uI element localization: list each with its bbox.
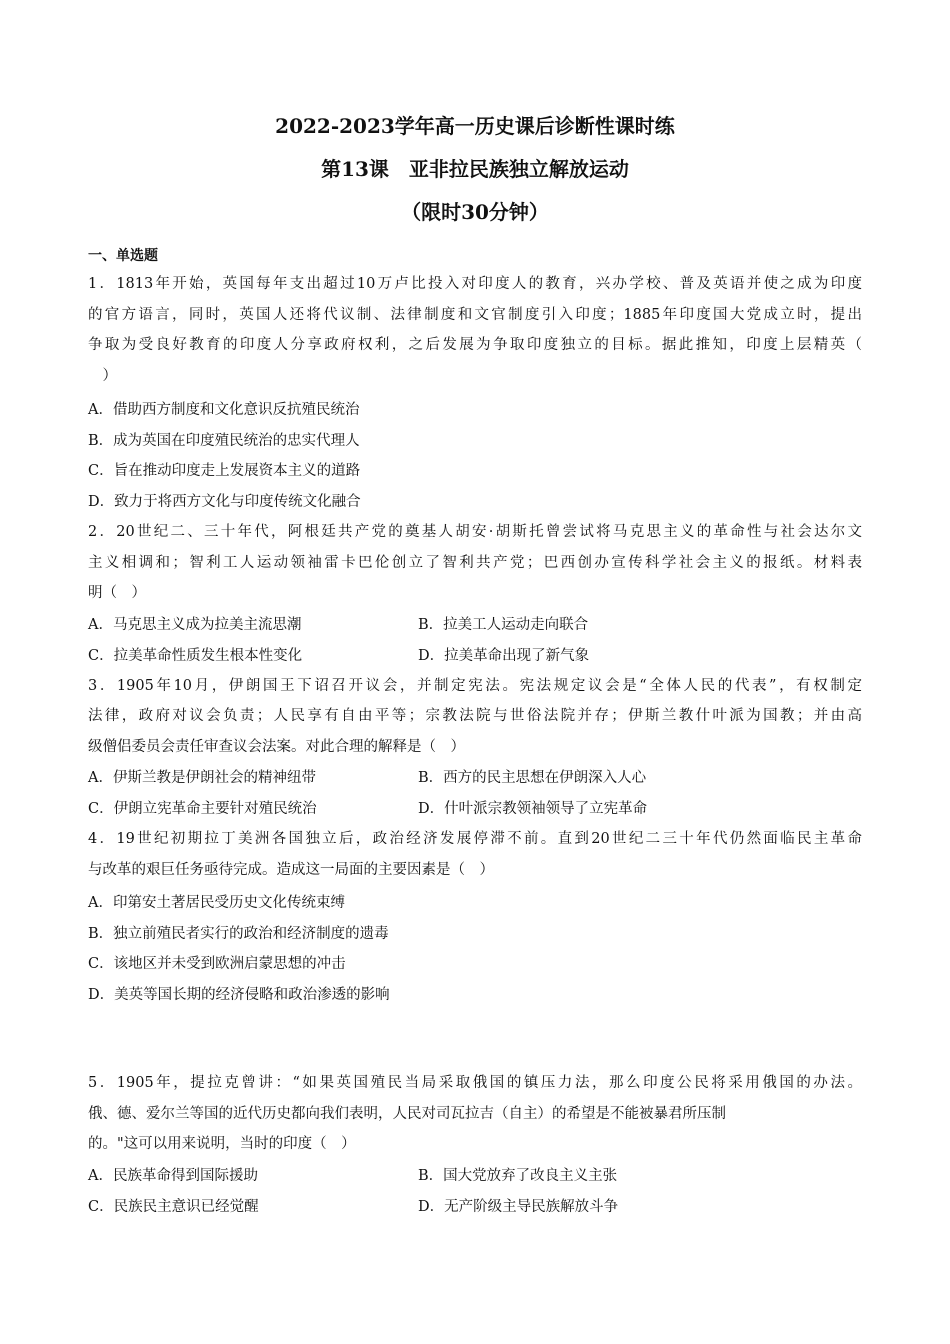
section-heading: 一、单选题 bbox=[88, 248, 158, 264]
q1-option-b[interactable]: B．成为英国在印度殖民统治的忠实代理人 bbox=[88, 433, 360, 449]
q4-option-b[interactable]: B．独立前殖民者实行的政治和经济制度的遗毒 bbox=[88, 926, 389, 942]
q1-option-a[interactable]: A．借助西方制度和文化意识反抗殖民统治 bbox=[88, 402, 360, 418]
question-2-line: 明（ ） bbox=[88, 585, 146, 601]
time-limit: （限时30分钟） bbox=[401, 200, 549, 224]
q2-option-d[interactable]: D．拉美革命出现了新气象 bbox=[418, 648, 590, 664]
q2-option-a[interactable]: A．马克思主义成为拉美主流思潮 bbox=[88, 617, 302, 633]
question-2-line: 主义相调和；智利工人运动领袖雷卡巴伦创立了智利共产党；巴西创办宣传科学社会主义的报纸。材料表 bbox=[88, 555, 862, 571]
q3-option-d[interactable]: D．什叶派宗教领袖领导了立宪革命 bbox=[418, 801, 648, 817]
question-1-line: ） bbox=[88, 368, 117, 384]
lesson-title: 第13课 亚非拉民族独立解放运动 bbox=[321, 157, 629, 181]
q2-option-b[interactable]: B．拉美工人运动走向联合 bbox=[418, 617, 589, 633]
q5-option-a[interactable]: A．民族革命得到国际援助 bbox=[88, 1168, 258, 1184]
question-1-line: 1．1813年开始，英国每年支出超过10万卢比投入对印度人的教育，兴办学校、普及英语并使之成为印度 bbox=[88, 276, 862, 292]
question-2-line: 2．20世纪二、三十年代，阿根廷共产党的奠基人胡安·胡斯托曾尝试将马克思主义的革命性与社会达尔文 bbox=[88, 524, 862, 540]
question-5-line: 5．1905年，提拉克曾讲：“如果英国殖民当局采取俄国的镇压力法，那么印度公民将采用俄国的办法。 bbox=[88, 1075, 862, 1091]
q1-option-d[interactable]: D．致力于将西方文化与印度传统文化融合 bbox=[88, 494, 361, 510]
q3-option-b[interactable]: B．西方的民主思想在伊朗深入人心 bbox=[418, 770, 647, 786]
question-3-line: 3．1905年10月，伊朗国王下诏召开议会，并制定宪法。宪法规定议会是“全体人民的代表”，有权制定 bbox=[88, 678, 862, 694]
question-1-line: 的官方语言，同时，英国人还将代议制、法律制度和文官制度引入印度；1885年印度国大党成立时，提出 bbox=[88, 307, 862, 323]
question-4-line: 4．19世纪初期拉丁美洲各国独立后，政治经济发展停滞不前。直到20世纪二三十年代仍然面临民主革命 bbox=[88, 831, 862, 847]
q2-option-c[interactable]: C．拉美革命性质发生根本性变化 bbox=[88, 648, 303, 664]
question-5-line: 俄、德、爱尔兰等国的近代历史都向我们表明，人民对司瓦拉吉（自主）的希望是不能被暴君所压制 bbox=[88, 1106, 726, 1122]
q1-option-c[interactable]: C．旨在推动印度走上发展资本主义的道路 bbox=[88, 463, 361, 479]
q5-option-c[interactable]: C．民族民主意识已经觉醒 bbox=[88, 1199, 259, 1215]
q5-option-d[interactable]: D．无产阶级主导民族解放斗争 bbox=[418, 1199, 619, 1215]
q4-option-a[interactable]: A．印第安土著居民受历史文化传统束缚 bbox=[88, 895, 345, 911]
question-3-line: 法律，政府对议会负责；人民享有自由平等；宗教法院与世俗法院并存；伊斯兰教什叶派为国教；并由高 bbox=[88, 708, 862, 724]
question-3-line: 级僧侣委员会责任审查议会法案。对此合理的解释是（ ） bbox=[88, 739, 465, 755]
q4-option-c[interactable]: C．该地区并未受到欧洲启蒙思想的冲击 bbox=[88, 956, 346, 972]
question-1-line: 争取为受良好教育的印度人分享政府权利，之后发展为争取印度独立的目标。据此推知，印度上层精英（ bbox=[88, 337, 862, 353]
q4-option-d[interactable]: D．美英等国长期的经济侵略和政治渗透的影响 bbox=[88, 987, 390, 1003]
q3-option-a[interactable]: A．伊斯兰教是伊朗社会的精神纽带 bbox=[88, 770, 316, 786]
question-4-line: 与改革的艰巨任务亟待完成。造成这一局面的主要因素是（ ） bbox=[88, 862, 494, 878]
question-5-line: 的。"这可以用来说明，当时的印度（ ） bbox=[88, 1136, 356, 1152]
q3-option-c[interactable]: C．伊朗立宪革命主要针对殖民统治 bbox=[88, 801, 317, 817]
q5-option-b[interactable]: B．国大党放弃了改良主义主张 bbox=[418, 1168, 618, 1184]
document-title: 2022-2023学年高一历史课后诊断性课时练 bbox=[275, 114, 675, 138]
